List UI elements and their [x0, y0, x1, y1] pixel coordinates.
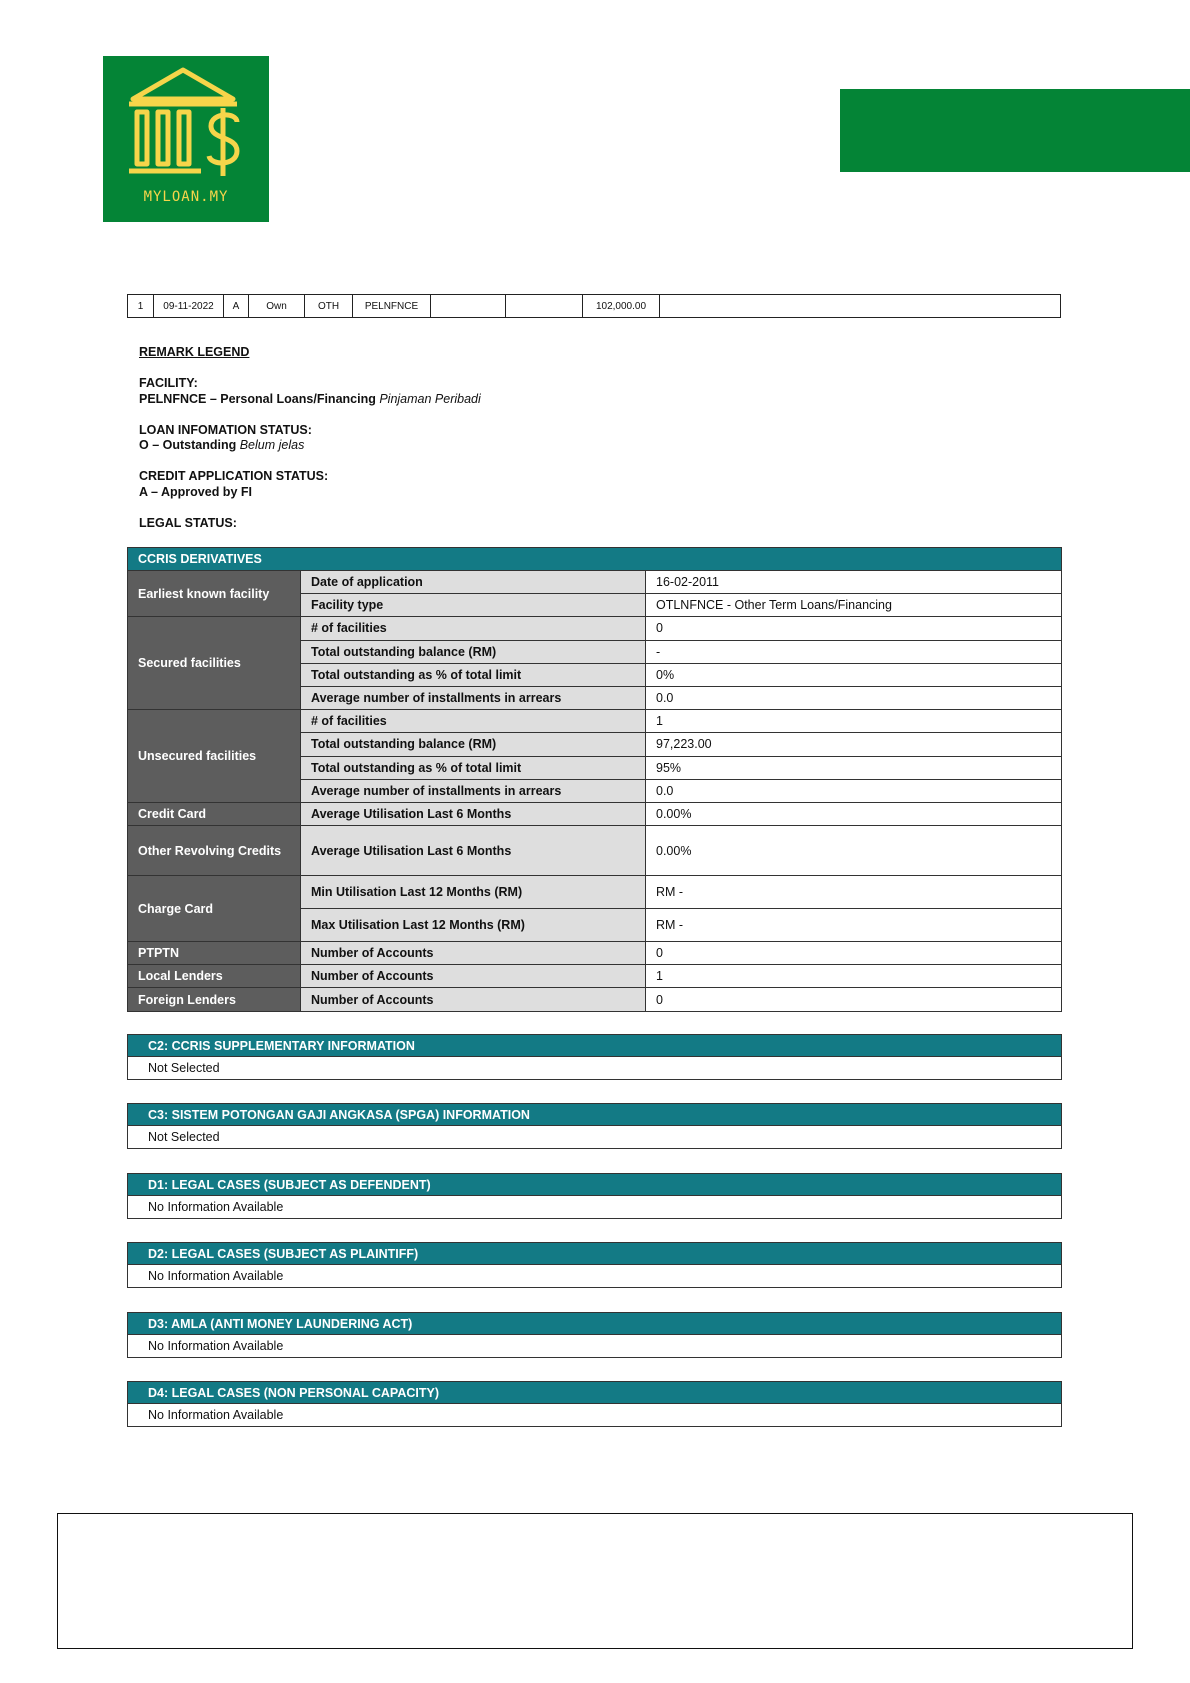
- facility-cell: [506, 295, 583, 317]
- value-cell: -: [646, 640, 1062, 663]
- label-cell: Average Utilisation Last 6 Months: [301, 802, 646, 825]
- value-cell: 0.00%: [646, 802, 1062, 825]
- facility-label: FACILITY:: [139, 376, 198, 390]
- label-cell: Number of Accounts: [301, 942, 646, 965]
- facility-malay: Pinjaman Peribadi: [379, 392, 481, 406]
- facility-cell: Own: [249, 295, 305, 317]
- value-cell: OTLNFNCE - Other Term Loans/Financing: [646, 594, 1062, 617]
- label-cell: Number of Accounts: [301, 988, 646, 1011]
- facility-value: [139, 391, 481, 407]
- loan-status-label: LOAN INFOMATION STATUS:: [139, 423, 312, 437]
- label-cell: Max Utilisation Last 12 Months (RM): [301, 909, 646, 942]
- facility-cell: PELNFNCE: [353, 295, 431, 317]
- legal-status-label: LEGAL STATUS:: [139, 516, 237, 530]
- label-cell: Total outstanding as % of total limit: [301, 663, 646, 686]
- section-d3: [127, 1312, 1062, 1358]
- section-body: Not Selected: [127, 1057, 1062, 1080]
- loan-status-code: O – Outstanding: [139, 438, 237, 452]
- category-cell: Secured facilities: [128, 617, 301, 710]
- credit-status-label: CREDIT APPLICATION STATUS:: [139, 469, 329, 483]
- ccris-derivatives-table: [127, 547, 1062, 1012]
- label-cell: Date of application: [301, 571, 646, 594]
- value-cell: RM -: [646, 909, 1062, 942]
- loan-status-malay: Belum jelas: [239, 438, 305, 452]
- value-cell: 16-02-2011: [646, 571, 1062, 594]
- section-title: D1: LEGAL CASES (SUBJECT AS DEFENDENT): [127, 1173, 1062, 1196]
- facility-cell: 102,000.00: [583, 295, 660, 317]
- category-cell: Credit Card: [128, 802, 301, 825]
- logo-text: MYLOAN.MY: [143, 189, 229, 205]
- section-title: D3: AMLA (ANTI MONEY LAUNDERING ACT): [127, 1312, 1062, 1335]
- section-body: No Information Available: [127, 1265, 1062, 1288]
- section-d1: [127, 1173, 1062, 1219]
- section-d4: [127, 1381, 1062, 1427]
- section-title: C3: SISTEM POTONGAN GAJI ANGKASA (SPGA) INFORMATION: [127, 1103, 1062, 1126]
- value-cell: RM -: [646, 876, 1062, 909]
- category-cell: Earliest known facility: [128, 571, 301, 617]
- section-d2: [127, 1242, 1062, 1288]
- value-cell: 0: [646, 942, 1062, 965]
- label-cell: Min Utilisation Last 12 Months (RM): [301, 876, 646, 909]
- facility-cell: [660, 295, 1060, 317]
- label-cell: Total outstanding as % of total limit: [301, 756, 646, 779]
- section-body: Not Selected: [127, 1126, 1062, 1149]
- header-banner: [840, 89, 1190, 172]
- value-cell: 0%: [646, 663, 1062, 686]
- facility-cell: [431, 295, 506, 317]
- label-cell: Average number of installments in arrears: [301, 779, 646, 802]
- value-cell: 1: [646, 965, 1062, 988]
- value-cell: 0.0: [646, 779, 1062, 802]
- label-cell: Number of Accounts: [301, 965, 646, 988]
- section-body: No Information Available: [127, 1404, 1062, 1427]
- label-cell: Average Utilisation Last 6 Months: [301, 826, 646, 876]
- value-cell: 0.00%: [646, 826, 1062, 876]
- table-title: CCRIS DERIVATIVES: [128, 548, 1062, 571]
- category-cell: PTPTN: [128, 942, 301, 965]
- value-cell: 97,223.00: [646, 733, 1062, 756]
- label-cell: Total outstanding balance (RM): [301, 733, 646, 756]
- label-cell: Average number of installments in arrears: [301, 686, 646, 709]
- category-cell: Unsecured facilities: [128, 710, 301, 803]
- footer-box: [57, 1513, 1133, 1649]
- value-cell: 0: [646, 617, 1062, 640]
- label-cell: Total outstanding balance (RM): [301, 640, 646, 663]
- facility-code: PELNFNCE – Personal Loans/Financing: [139, 392, 376, 406]
- category-cell: Foreign Lenders: [128, 988, 301, 1011]
- logo: [103, 56, 269, 222]
- facility-cell: 1: [128, 295, 154, 317]
- value-cell: 0: [646, 988, 1062, 1011]
- facility-cell: 09-11-2022: [154, 295, 224, 317]
- section-body: No Information Available: [127, 1335, 1062, 1358]
- facility-row: [127, 294, 1061, 318]
- category-cell: Other Revolving Credits: [128, 826, 301, 876]
- section-body: No Information Available: [127, 1196, 1062, 1219]
- category-cell: Charge Card: [128, 876, 301, 942]
- credit-status-value: A – Approved by FI: [139, 485, 252, 499]
- label-cell: # of facilities: [301, 710, 646, 733]
- section-title: C2: CCRIS SUPPLEMENTARY INFORMATION: [127, 1034, 1062, 1057]
- section-c3: [127, 1103, 1062, 1149]
- label-cell: # of facilities: [301, 617, 646, 640]
- legend-heading: REMARK LEGEND: [139, 345, 250, 359]
- section-title: D4: LEGAL CASES (NON PERSONAL CAPACITY): [127, 1381, 1062, 1404]
- section-title: D2: LEGAL CASES (SUBJECT AS PLAINTIFF): [127, 1242, 1062, 1265]
- label-cell: Facility type: [301, 594, 646, 617]
- category-cell: Local Lenders: [128, 965, 301, 988]
- value-cell: 1: [646, 710, 1062, 733]
- section-c2: [127, 1034, 1062, 1080]
- value-cell: 95%: [646, 756, 1062, 779]
- facility-cell: A: [224, 295, 249, 317]
- value-cell: 0.0: [646, 686, 1062, 709]
- facility-cell: OTH: [305, 295, 353, 317]
- loan-status-value: [139, 437, 304, 453]
